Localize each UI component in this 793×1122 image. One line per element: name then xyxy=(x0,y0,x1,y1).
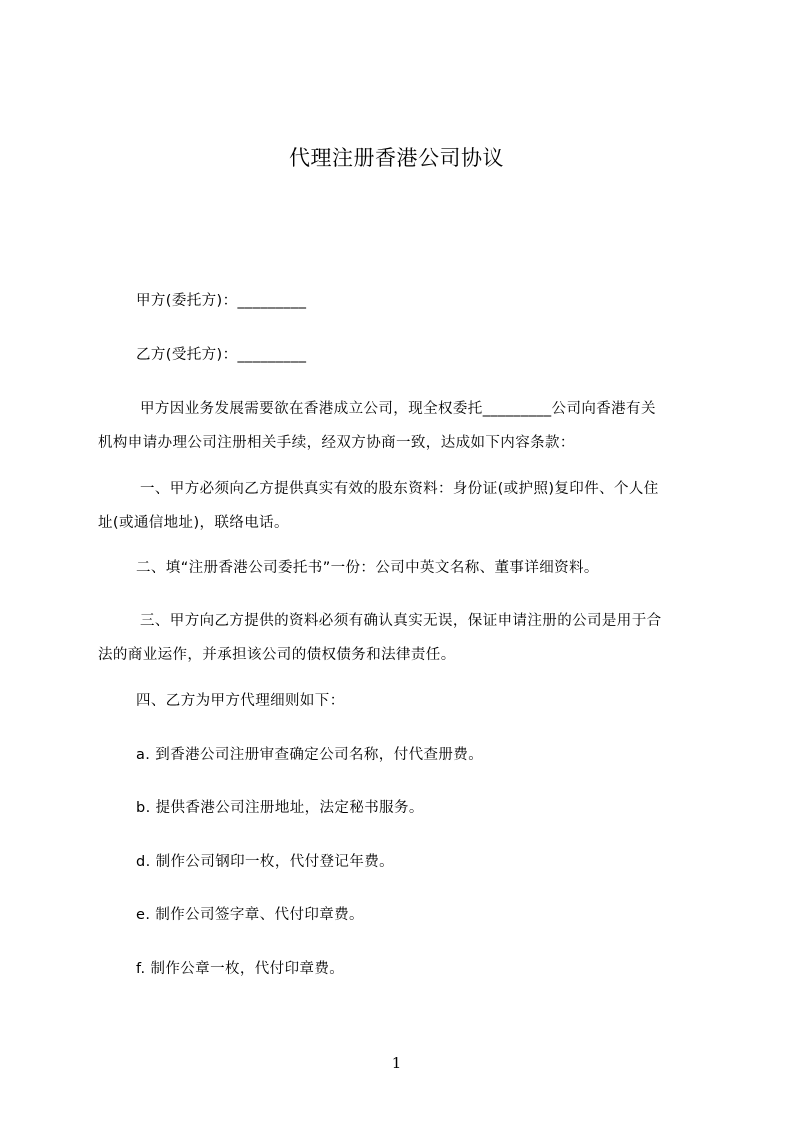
item-f-text: f. 制作公章一枚，代付印章费。 xyxy=(136,961,345,977)
list-item xyxy=(136,791,706,825)
clause-3-line-2: 法的商业运作，并承担该公司的债权债务和法律责任。 xyxy=(98,647,456,663)
party-a-text: 甲方(委托方)：_________ xyxy=(136,293,307,309)
clause-2-text: 二、填“注册香港公司委托书”一份：公司中英文名称、董事详细资料。 xyxy=(136,560,599,576)
clause-4-text: 四、乙方为甲方代理细则如下： xyxy=(136,693,345,709)
item-d-text: d. 制作公司钢印一枚，代付登记年费。 xyxy=(136,854,395,870)
item-b-text: b. 提供香港公司注册地址，法定秘书服务。 xyxy=(136,800,424,816)
item-a-text: a. 到香港公司注册审查确定公司名称，付代查册费。 xyxy=(136,747,484,763)
list-item xyxy=(136,845,706,879)
party-a-line xyxy=(136,284,706,318)
list-item xyxy=(136,952,706,986)
intro-line-1: 甲方因业务发展需要欲在香港成立公司，现全权委托_________公司向香港有关 xyxy=(140,401,656,417)
page-number: 1 xyxy=(391,1054,402,1072)
clause-1-line-2: 址(或通信地址)，联络电话。 xyxy=(98,515,289,531)
clause-3-line-1: 三、甲方向乙方提供的资料必须有确认真实无误，保证申请注册的公司是用于合 xyxy=(140,613,662,629)
list-item xyxy=(136,898,706,932)
clause-1-paragraph xyxy=(98,472,706,540)
clause-3-paragraph xyxy=(98,604,706,672)
intro-line-2: 机构申请办理公司注册相关手续，经双方协商一致，达成如下内容条款： xyxy=(98,435,575,451)
item-e-text: e. 制作公司签字章、代付印章费。 xyxy=(136,907,364,923)
party-b-line xyxy=(136,338,706,372)
intro-paragraph xyxy=(98,392,706,460)
list-item xyxy=(136,738,706,772)
clause-2-paragraph xyxy=(136,551,706,585)
party-b-text: 乙方(受托方)：_________ xyxy=(136,347,307,363)
clause-1-line-1: 一、甲方必须向乙方提供真实有效的股东资料：身份证(或护照)复印件、个人住 xyxy=(140,481,659,497)
document-title: 代理注册香港公司协议 xyxy=(289,146,504,170)
clause-4-paragraph xyxy=(136,684,706,718)
